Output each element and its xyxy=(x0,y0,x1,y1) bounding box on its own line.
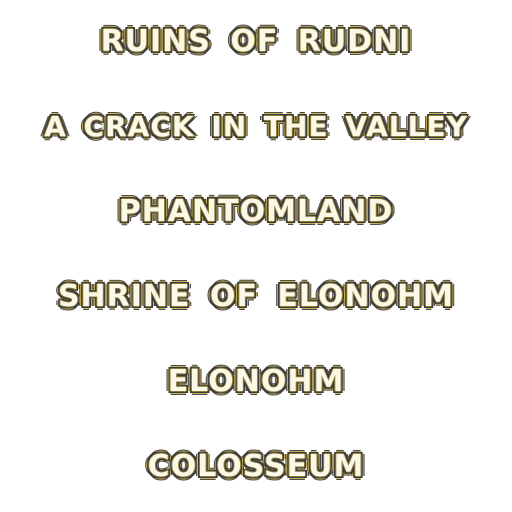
location-option-colosseum[interactable]: COLOSSEUM xyxy=(147,449,365,484)
location-option-phantomland[interactable]: PHANTOMLAND xyxy=(118,194,394,229)
location-option-elonohm[interactable]: ELONOHM xyxy=(167,364,345,399)
location-option-a-crack-in-the-valley[interactable]: A CRACK IN THE VALLEY xyxy=(44,110,468,143)
location-option-ruins-of-rudni[interactable]: RUINS OF RUDNI xyxy=(100,24,412,59)
location-option-shrine-of-elonohm[interactable]: SHRINE OF ELONOHM xyxy=(57,279,455,314)
